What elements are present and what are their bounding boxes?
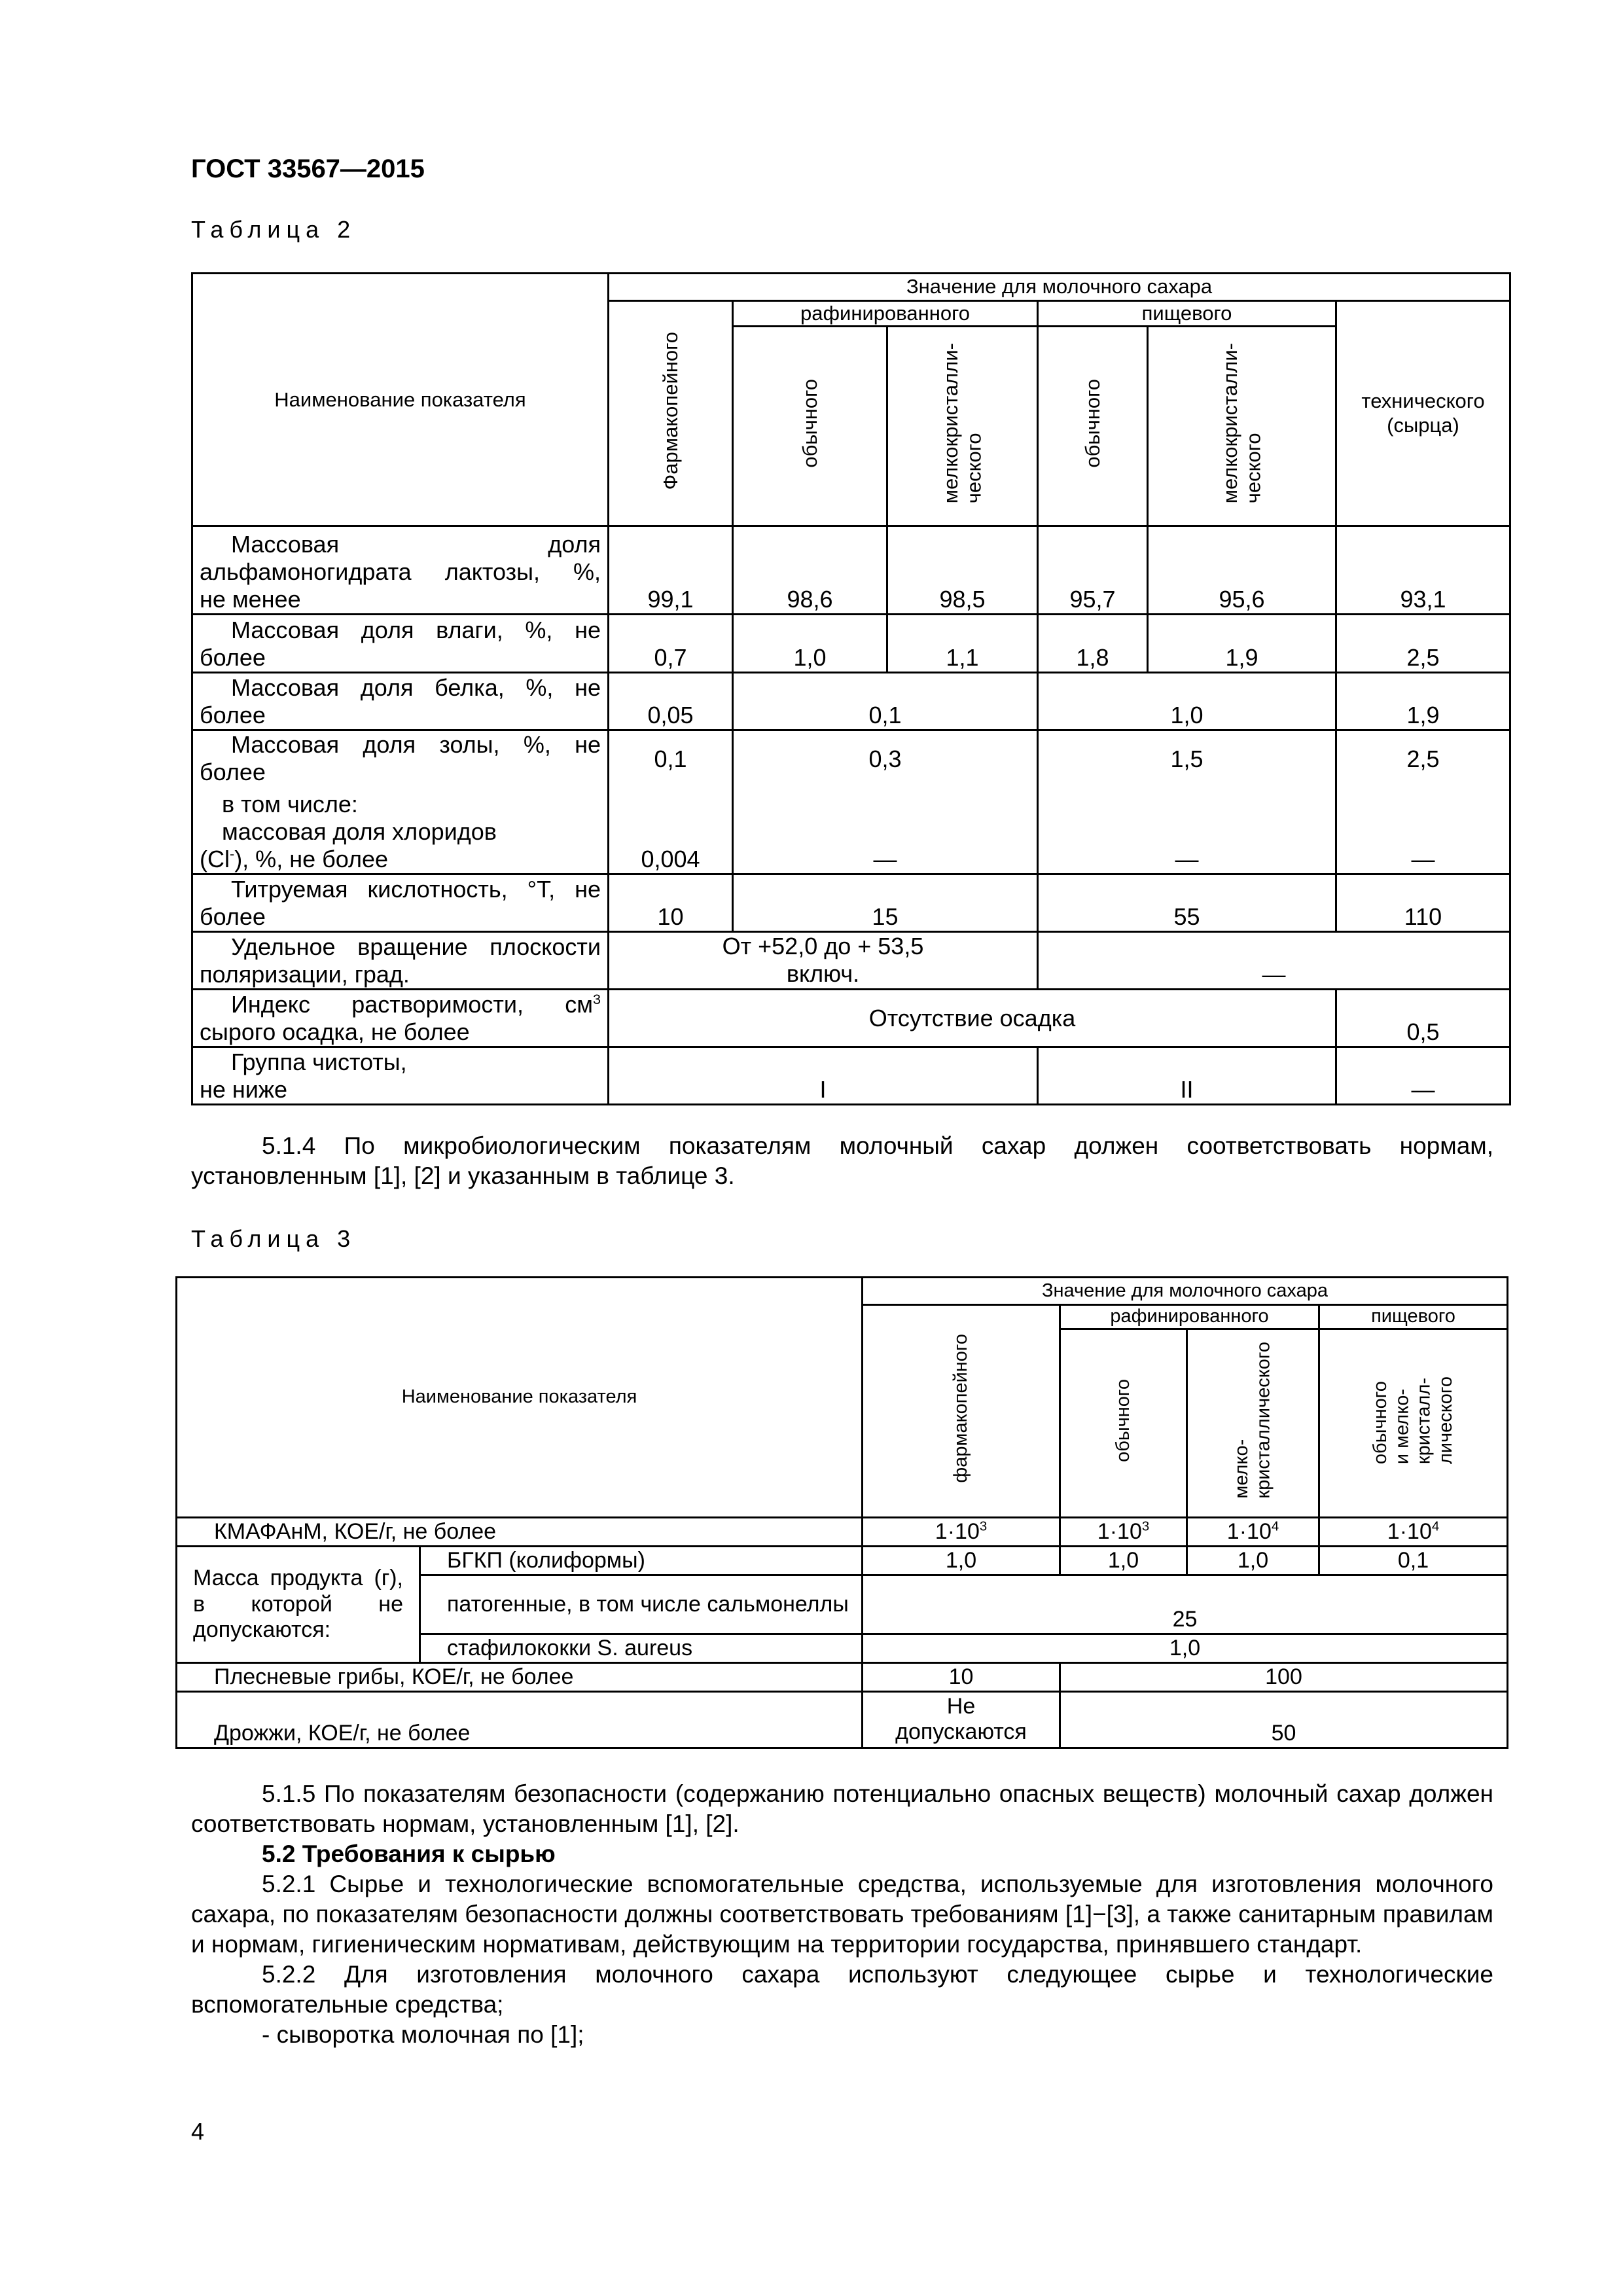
table-2	[191, 272, 1511, 1105]
row-label: Титруемая кислотность, °Т, не более	[192, 874, 609, 932]
cell-value: 0,1	[1319, 1546, 1508, 1575]
table3-caption: Таблица 3	[191, 1225, 357, 1252]
cell-value: 0,004	[609, 788, 733, 874]
cell-value: 98,6	[733, 526, 887, 615]
page-number: 4	[191, 2118, 205, 2145]
table-row	[192, 730, 1510, 788]
header-refined-ordinary: обычного	[733, 327, 887, 526]
row-label: стафилококки S. aureus	[420, 1634, 863, 1662]
cell-value: —	[1038, 788, 1336, 874]
table-row	[192, 932, 1510, 990]
row-label: БГКП (колиформы)	[420, 1546, 863, 1575]
list-item: - сыворотка молочная по [1];	[262, 2021, 584, 2048]
cell-value: 55	[1038, 874, 1336, 932]
row-label: Дрожжи, КОЕ/г, не более	[177, 1691, 863, 1748]
table-row	[177, 1546, 1508, 1575]
header-fine: мелко- кристаллического	[1187, 1329, 1319, 1517]
cell-value: 1,9	[1336, 673, 1510, 730]
cell-value: 1,1	[887, 615, 1038, 673]
header-refined: рафинированного	[1060, 1305, 1319, 1329]
cell-value: 2,5	[1336, 615, 1510, 673]
cell-value: 0,7	[609, 615, 733, 673]
cell-value: —	[1336, 1047, 1510, 1105]
table2-caption: Таблица 2	[191, 216, 357, 243]
cell-value: 93,1	[1336, 526, 1510, 615]
paragraph-5-1-5: 5.1.5 По показателям безопасности (содержанию потенциально опасных веществ) молочный сахар должен соответствовать нормам, установленным [1], [2].	[191, 1780, 1493, 1837]
cell-value: 1,0	[1038, 673, 1336, 730]
header-indicator: Наименование показателя	[192, 274, 609, 526]
group-label: Масса продукта (г), в которой не допускаются:	[177, 1546, 420, 1662]
table-row	[177, 1691, 1508, 1748]
cell-value: 1,0	[733, 615, 887, 673]
row-label: Плесневые грибы, КОЕ/г, не более	[177, 1662, 863, 1691]
cell-value: Не допускаются	[863, 1691, 1060, 1748]
table-row	[192, 990, 1510, 1047]
section-title: 5.2 Требования к сырью	[262, 1840, 556, 1867]
header-indicator: Наименование показателя	[177, 1278, 863, 1518]
cell-value: II	[1038, 1047, 1336, 1105]
cell-value: —	[733, 788, 1038, 874]
cell-value: 0,1	[609, 730, 733, 788]
paragraph-5-2-1: 5.2.1 Сырье и технологические вспомогательные средства, используемые для изготовления молочного сахара, по показателям безопасности должны соответствовать требованиям [1]−[3], а также санитарным правилам и нормам, гигиеническим нормативам, действующим на территории государства, принявшего стандарт.	[191, 1871, 1493, 1958]
table-row	[192, 673, 1510, 730]
row-label: патогенные, в том числе сальмонеллы	[420, 1575, 863, 1634]
row-label: Индекс растворимости, $см^3$ сырого осадка, не более	[192, 990, 609, 1047]
cell-value: 1,9	[1148, 615, 1336, 673]
body-section	[191, 1779, 1493, 2050]
row-label: Массовая доля влаги, %, не более	[192, 615, 609, 673]
cell-value: $1\cdot 10^4$	[1187, 1517, 1319, 1546]
header-refined-fine: мелкокристалли- ческого	[887, 327, 1038, 526]
row-label: в том числе: массовая доля хлоридов (Cl-), %, не более	[192, 788, 609, 874]
table-row	[192, 874, 1510, 932]
cell-value: 1,5	[1038, 730, 1336, 788]
table-3	[175, 1276, 1508, 1749]
cell-value: —	[1336, 788, 1510, 874]
cell-value: 0,05	[609, 673, 733, 730]
cell-value: 0,3	[733, 730, 1038, 788]
cell-value: 0,5	[1336, 990, 1510, 1047]
cell-value: 10	[863, 1662, 1060, 1691]
table-row	[192, 788, 1510, 874]
document-header: ГОСТ 33567—2015	[191, 154, 425, 183]
cell-value: —	[1038, 932, 1510, 990]
row-label: Массовая доля альфамоногидрата лактозы, %, не менее	[192, 526, 609, 615]
header-ordinary: обычного	[1060, 1329, 1187, 1517]
header-value: Значение для молочного сахара	[609, 274, 1510, 301]
cell-value: 0,1	[733, 673, 1038, 730]
cell-value: 1,0	[1187, 1546, 1319, 1575]
table-row	[177, 1662, 1508, 1691]
paragraph-5-2-2: 5.2.2 Для изготовления молочного сахара используют следующее сырье и технологические вспомогательные средства;	[191, 1961, 1493, 2018]
table-row	[177, 1517, 1508, 1546]
cell-value: 100	[1060, 1662, 1508, 1691]
header-food-fine: мелкокристалли- ческого	[1148, 327, 1336, 526]
table-row	[192, 1047, 1510, 1105]
cell-value: 2,5	[1336, 730, 1510, 788]
header-value: Значение для молочного сахара	[863, 1278, 1508, 1305]
cell-value: 98,5	[887, 526, 1038, 615]
cell-value: 1,0	[863, 1546, 1060, 1575]
cell-value: Отсутствие осадка	[609, 990, 1336, 1047]
cell-value: 1,0	[863, 1634, 1508, 1662]
paragraph-5-1-4: 5.1.4 По микробиологическим показателям молочный сахар должен соответствовать нормам, установленным [1], [2] и указанным в таблице 3.	[191, 1132, 1493, 1189]
cell-value: $1\cdot 10^3$	[863, 1517, 1060, 1546]
row-label: Группа чистоты, не ниже	[192, 1047, 609, 1105]
cell-value: 110	[1336, 874, 1510, 932]
cell-value: 95,7	[1038, 526, 1148, 615]
header-food: пищевого	[1038, 301, 1336, 327]
row-label: Массовая доля белка, %, не более	[192, 673, 609, 730]
cell-value: 95,6	[1148, 526, 1336, 615]
cell-value: $1\cdot 10^3$	[1060, 1517, 1187, 1546]
row-label: Массовая доля золы, %, не более	[192, 730, 609, 788]
header-pharma: фармакопейного	[863, 1305, 1060, 1518]
cell-value: 10	[609, 874, 733, 932]
table-row	[192, 615, 1510, 673]
header-food-sub: обычного и мелко- кристалл- лического	[1319, 1329, 1508, 1517]
header-technical: технического (сырца)	[1336, 301, 1510, 526]
row-label: Удельное вращение плоскости поляризации, град.	[192, 932, 609, 990]
cell-value: 99,1	[609, 526, 733, 615]
cell-value: 50	[1060, 1691, 1508, 1748]
cell-value: 1,0	[1060, 1546, 1187, 1575]
cell-value: I	[609, 1047, 1038, 1105]
cell-value: 1,8	[1038, 615, 1148, 673]
cell-value: 15	[733, 874, 1038, 932]
cell-value: $1\cdot 10^4$	[1319, 1517, 1508, 1546]
cell-value: От +52,0 до + 53,5 включ.	[609, 932, 1038, 990]
header-food-ordinary: обычного	[1038, 327, 1148, 526]
header-refined: рафинированного	[733, 301, 1038, 327]
header-food: пищевого	[1319, 1305, 1508, 1329]
cell-value: 25	[863, 1575, 1508, 1634]
header-pharma: Фармакопейного	[609, 301, 733, 526]
table-row	[192, 526, 1510, 615]
row-label: КМАФАнМ, КОЕ/г, не более	[177, 1517, 863, 1546]
